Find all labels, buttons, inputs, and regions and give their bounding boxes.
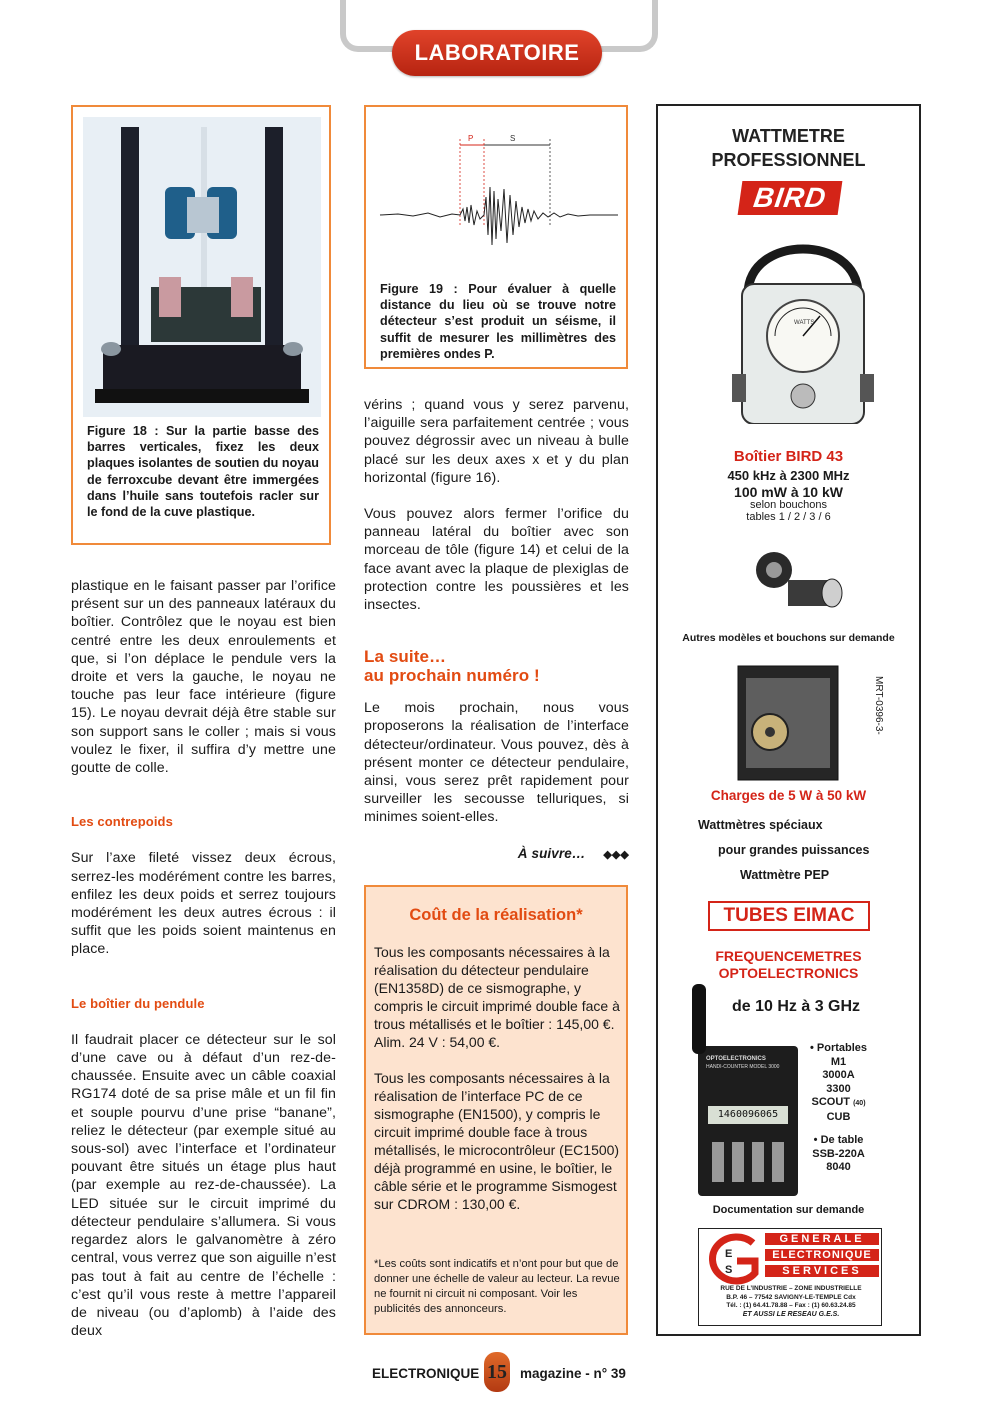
right-paragraph-3: Le mois prochain, nous vous proposerons la réalisation de l’interface détecteur/ordinateur. Vous pouvez, dès à présent monter ce détecteur pendulaire, ainsi, vous serez prêt rapidement pour surveiller les secousse telluriques, si minimes soient-elles. — [364, 700, 629, 826]
ad-freq-2: OPTOELECTRONICS — [718, 965, 859, 981]
ad-table: • De table — [813, 1134, 864, 1146]
ad-cub: CUB — [826, 1110, 851, 1123]
ad-speciaux: Wattmètres spéciaux — [698, 818, 823, 832]
ad-ssb: SSB-220A — [812, 1147, 865, 1160]
counter-buttons — [712, 1142, 784, 1182]
ges-name-1: GENERALE — [765, 1233, 879, 1245]
ges-name-2: ELECTRONIQUE — [765, 1249, 879, 1261]
ad-scout — [810, 1096, 867, 1111]
pendulum-photo — [83, 117, 321, 417]
cost-note: *Les coûts sont indicatifs et n’ont pour but que de donner une échelle de valeur au lecteur. La revue ne fournit ni circuit ni composant. Voir les publicités des annonceurs. — [374, 1258, 620, 1315]
cost-body — [374, 943, 621, 1231]
footer-magazine-left: ELECTRONIQUE — [372, 1366, 480, 1381]
ad-ref: MRT-0396-3- — [873, 676, 884, 735]
ad-pep: Wattmètre PEP — [740, 868, 830, 882]
ad-m8040: 8040 — [826, 1161, 851, 1173]
ad-m3300: 3300 — [826, 1082, 851, 1095]
meter-label: WATTS — [794, 320, 815, 326]
left-column — [71, 577, 336, 1358]
ad-scout-sup: (40) — [853, 1100, 866, 1107]
ges-logo-icon — [705, 1233, 761, 1287]
advertisement — [656, 104, 921, 1336]
page-number: 15 — [484, 1352, 510, 1392]
diamonds-icon: ◆◆◆ — [603, 848, 629, 861]
cost-title: Coût de la réalisation* — [409, 906, 583, 924]
ad-freq: 450 kHz à 2300 MHz — [727, 468, 850, 483]
ad-puissances: pour grandes puissances — [718, 843, 870, 857]
ad-product: Boîtier BIRD 43 — [733, 448, 844, 465]
figure-18-caption: Figure 18 : Sur la partie basse des barres verticales, fixez les deux plaques isolantes de soutien du noyau de ferroxcube devant être immergées dans l’huile sans toutefois racler sur le fond de la cuve plastique. — [87, 424, 319, 520]
figure-19 — [364, 105, 628, 369]
ad-m3000: 3000A — [822, 1069, 855, 1081]
counter-display: 1460096065 — [708, 1106, 788, 1124]
page-footer — [0, 1358, 992, 1398]
cost-paragraph-2: Tous les composants nécessaires à la réalisation de l’interface PC de ce sismographe (EN1500), y compris le circuit imprimé double face à trous métallisés, le microcontrôleur (EC1500) déjà programmé en usine, le boîtier, le câble série et le programme Sismogest sur CDROM : 130,00 €. — [374, 1070, 620, 1212]
right-column — [364, 396, 629, 864]
ad-autres: Autres modèles et bouchons sur demande — [682, 632, 895, 644]
seismogram — [368, 127, 628, 257]
bird-logo: BIRD — [738, 181, 843, 215]
right-paragraph-1: vérins ; quand vous y serez parvenu, l’aiguille sera parfaitement centrée ; vous pouvez dégrossir avec un niveau à bulle placé sur les deux axes x et y du plan horizontal (figure 16). — [364, 397, 629, 486]
ges-address-3: Tél. : (1) 64.41.78.88 – Fax : (1) 60.63.24.85 — [726, 1302, 856, 1309]
counter-illustration — [698, 1046, 798, 1196]
left-paragraph-1: plastique en le faisant passer par l’orifice présent sur un des panneaux latéraux du boîtier. Contrôlez que le noyau est bien centré entre les deux enroulements et que, si l’on déplace le pendule vers la droite et vers la gauche, le noyau ne touche pas leur face intérieure (figure 15). Le noyau devrait déjà être stable sur son support sans le coller ; mais si vous voulez le fixer, il suffira d’y mettre une goutte de colle. — [71, 578, 336, 777]
left-paragraph-3: Il faudrait placer ce détecteur sur le sol d’une cave ou à défaut d’un rez-de-chaussée. Ensuite avec un câble coaxial RG174 doté de sa prise mâle et un fil fin et souple pourvu d’une prise “banane”, reliez le détecteur (par exemple situé au sous-sol) avec l’interface et l’ordinateur pouvant être situés un étage plus haut (par exemple au rez-de-chaussée). La LED située sur le circuit imprimé du détecteur pendulaire s’allumera. Si vous regardez alors le galvanomètre à zéro central, vous verrez que son aiguille n’est pas tout à fait au centre de l’échelle : c’est qu’il vous reste à mettre l’appareil de niveau (ou d’aplomb) à l’aide des deux — [71, 1031, 336, 1340]
a-suivre — [364, 845, 629, 864]
p-wave-label: P — [468, 134, 474, 143]
charge-illustration — [730, 658, 850, 788]
counter-model: HANDI-COUNTER MODEL 3000 — [706, 1064, 780, 1070]
heading-boitier: Le boîtier du pendule — [71, 995, 205, 1011]
ad-doc: Documentation sur demande — [712, 1204, 865, 1216]
cost-paragraph-1: Tous les composants nécessaires à la réalisation du détecteur pendulaire (EN1358D) de ce sismographe, y compris le circuit imprimé double face à trous métallisés et le boîtier : 145,00 €. Alim. 24 V : 54,00 €. — [374, 944, 620, 1050]
s-wave-label: S — [510, 134, 516, 143]
antenna-icon — [692, 984, 706, 1054]
right-paragraph-2: Vous pouvez alors fermer l’orifice du panneau latéral du boîtier avec son morceau de tôle (figure 14) et celui de la face avant avec la plaque de plexiglas de protection contre les poussières et les insectes. — [364, 506, 629, 614]
ad-title-1: WATTMETRE — [732, 126, 845, 146]
counter-brand: OPTOELECTRONICS — [706, 1056, 766, 1062]
ad-title-2: PROFESSIONNEL — [711, 150, 866, 170]
ad-tubes-eimac: TUBES EIMAC — [708, 901, 870, 931]
suite-title — [364, 647, 629, 685]
footer-magazine-right: magazine - n° 39 — [520, 1366, 626, 1381]
ad-tables: tables 1 / 2 / 3 / 6 — [746, 511, 831, 523]
ad-scout-name: SCOUT — [811, 1096, 851, 1108]
ad-portables: • Portables — [810, 1042, 868, 1054]
suite-title-line-2: au prochain numéro ! — [364, 666, 540, 686]
ges-logo-s: S — [725, 1264, 733, 1276]
wattmeter-illustration — [728, 224, 878, 424]
ad-m1: M1 — [830, 1055, 847, 1068]
pendulum-photo-illustration — [83, 117, 321, 417]
ges-address-1: RUE DE L’INDUSTRIE – ZONE INDUSTRIELLE — [720, 1285, 862, 1292]
ges-logo-e: E — [725, 1248, 733, 1260]
ad-charges: Charges de 5 W à 50 kW — [710, 788, 867, 803]
ges-name-3: SERVICES — [765, 1265, 879, 1277]
left-paragraph-2: Sur l’axe fileté vissez deux écrous, serrez-les modérément contre les barres, enfilez les deux poids et serrez toujours modérément les deux autres écrous : il suffit que les poids soient maintenus en place. — [71, 850, 336, 958]
heading-contrepoids: Les contrepoids — [71, 814, 173, 830]
ges-address-4: ET AUSSI LE RESEAU G.E.S. — [742, 1310, 840, 1318]
cost-box — [364, 885, 628, 1335]
ges-address — [701, 1285, 881, 1319]
ad-bouchons: selon bouchons — [749, 499, 828, 511]
section-title: LABORATOIRE — [392, 30, 602, 76]
figure-19-caption: Figure 19 : Pour évaluer à quelle distance du lieu où se trouve notre détecteur s’est produit un séisme, il suffit de mesurer les millimètres des premières ondes P. — [380, 282, 616, 361]
ges-logo-box — [698, 1228, 882, 1326]
ad-models — [810, 1042, 867, 1175]
a-suivre-text: À suivre… — [517, 845, 586, 861]
suite-title-line-1: La suite… — [364, 647, 447, 667]
ad-freq-1: FREQUENCEMETRES — [715, 948, 862, 964]
figure-18 — [71, 105, 331, 545]
bouchon-illustration — [746, 544, 866, 624]
ad-range: de 10 Hz à 3 GHz — [732, 998, 861, 1015]
ges-address-2: B.P. 46 – 77542 SAVIGNY-LE-TEMPLE Cdx — [726, 1293, 856, 1301]
ad-power: 100 mW à 10 kW — [734, 484, 843, 500]
